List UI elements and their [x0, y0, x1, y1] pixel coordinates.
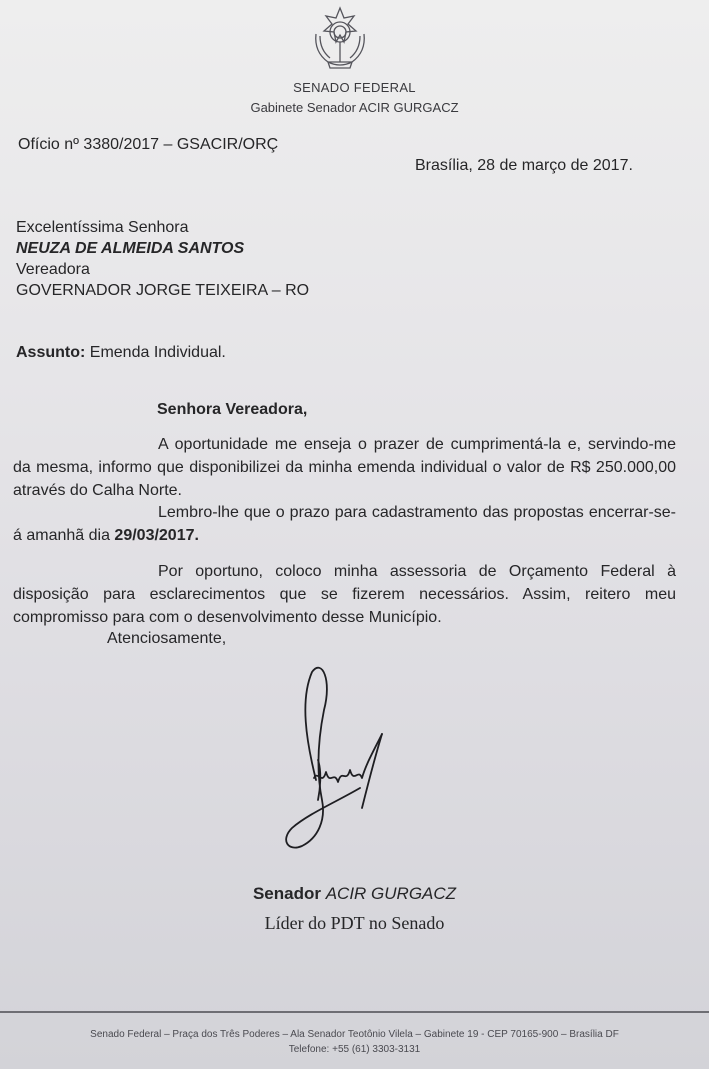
recipient-salutation: Excelentíssima Senhora: [16, 219, 189, 236]
recipient-role: Vereadora: [16, 261, 90, 278]
signatory-name: [0, 884, 709, 904]
institution-name: SENADO FEDERAL: [293, 80, 416, 95]
letter-date: Brasília, 28 de março de 2017.: [415, 157, 633, 174]
signatory-fullname: ACIR GURGACZ: [325, 884, 457, 903]
paragraph-1: A oportunidade me enseja o prazer de cumprimentá-la e, servindo-me da mesma, informo que disponibilizei da minha emenda individual o valor de R$ 250.000,00 através do Calha Norte.: [13, 436, 676, 499]
footer-divider: [0, 1011, 709, 1013]
office-name: Gabinete Senador ACIR GURGACZ: [250, 100, 459, 115]
paragraph-3: Por oportuno, coloco minha assessoria de Orçamento Federal à disposição para esclarecimentos que se fizerem necessários. Assim, reitero meu compromisso para com o desenvolvimento desse Município.: [13, 563, 676, 626]
recipient-city: GOVERNADOR JORGE TEIXEIRA – RO: [16, 282, 310, 299]
signatory-title: Senador: [252, 884, 321, 903]
recipient-name: NEUZA DE ALMEIDA SANTOS: [16, 240, 245, 257]
footer-phone: Telefone: +55 (61) 3303-3131: [288, 1044, 421, 1055]
footer-address: Senado Federal – Praça dos Três Poderes – Ala Senador Teotônio Vilela – Gabinete 19 - CEP 70165-900 – Brasília DF: [90, 1029, 619, 1040]
paragraph-2: [13, 501, 676, 547]
subject-line: [16, 344, 226, 362]
closing: Atenciosamente,: [107, 630, 227, 647]
letter-reference: Ofício nº 3380/2017 – GSACIR/ORÇ: [18, 136, 279, 153]
subject-text: Emenda Individual.: [89, 344, 226, 361]
handwritten-signature: [278, 660, 398, 855]
paragraph-2-text: Lembro-lhe que o prazo para cadastramento das propostas encerrar-se-á amanhã dia: [13, 504, 676, 544]
signatory-role: Líder do PDT no Senado: [264, 913, 445, 933]
greeting: Senhora Vereadora,: [157, 401, 308, 418]
subject-label: Assunto:: [16, 344, 86, 361]
coat-of-arms-icon: [306, 4, 374, 74]
deadline-date: 29/03/2017.: [114, 527, 199, 544]
